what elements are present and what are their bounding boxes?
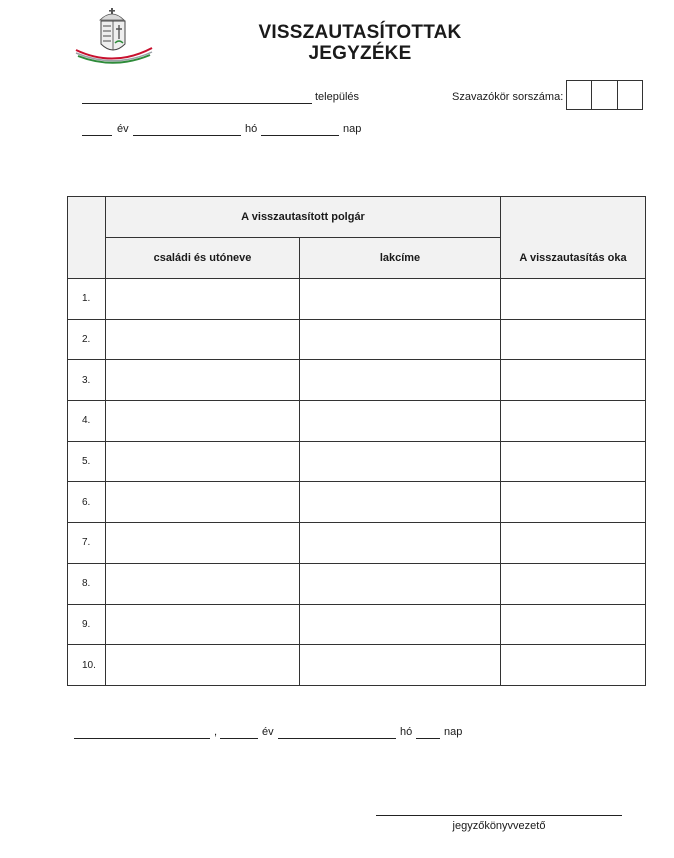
row-number: 9.	[68, 604, 106, 645]
name-cell[interactable]	[106, 645, 300, 686]
table-row	[68, 604, 646, 645]
address-cell[interactable]	[300, 360, 501, 401]
signature-label: jegyzőkönyvvezető	[452, 820, 546, 832]
table-row	[68, 360, 646, 401]
table-row	[68, 563, 646, 604]
name-cell[interactable]	[106, 319, 300, 360]
footer-place-fill-line[interactable]	[74, 738, 210, 739]
table-row	[68, 279, 646, 320]
address-cell[interactable]	[300, 482, 501, 523]
reason-cell[interactable]	[501, 441, 646, 482]
row-number: 1.	[68, 279, 106, 320]
address-cell[interactable]	[300, 441, 501, 482]
title-line-2: JEGYZÉKE	[308, 43, 412, 64]
reason-cell[interactable]	[501, 401, 646, 442]
szavazokor-digit-box[interactable]	[592, 81, 617, 109]
address-cell[interactable]	[300, 563, 501, 604]
name-cell[interactable]	[106, 279, 300, 320]
table-row	[68, 645, 646, 686]
name-cell[interactable]	[106, 523, 300, 564]
year-fill-line[interactable]	[82, 135, 112, 136]
szavazokor-digit-box[interactable]	[567, 81, 592, 109]
name-cell[interactable]	[106, 441, 300, 482]
footer-ev-label: év	[262, 726, 274, 738]
footer-day-fill-line[interactable]	[416, 738, 440, 739]
szavazokor-label: Szavazókör sorszáma:	[452, 91, 564, 103]
telepules-fill-line[interactable]	[82, 103, 312, 104]
table-row	[68, 401, 646, 442]
row-number: 3.	[68, 360, 106, 401]
month-fill-line[interactable]	[133, 135, 241, 136]
name-column-header: családi és utóneve	[106, 238, 300, 279]
reason-cell[interactable]	[501, 482, 646, 523]
address-cell[interactable]	[300, 604, 501, 645]
signature-line[interactable]	[376, 815, 622, 816]
reason-cell[interactable]	[501, 523, 646, 564]
ev-label: év	[117, 123, 129, 135]
row-number-header	[68, 197, 106, 279]
nap-label: nap	[343, 123, 362, 135]
footer-year-fill-line[interactable]	[220, 738, 258, 739]
address-cell[interactable]	[300, 401, 501, 442]
coat-of-arms-emblem	[74, 6, 154, 66]
address-cell[interactable]	[300, 645, 501, 686]
name-cell[interactable]	[106, 482, 300, 523]
reason-cell[interactable]	[501, 645, 646, 686]
szavazokor-number-boxes[interactable]	[566, 80, 643, 110]
rejection-reason-header: A visszautasítás oka	[501, 197, 646, 279]
address-cell[interactable]	[300, 279, 501, 320]
name-cell[interactable]	[106, 563, 300, 604]
table-row	[68, 523, 646, 564]
row-number: 7.	[68, 523, 106, 564]
footer-month-fill-line[interactable]	[278, 738, 396, 739]
reason-cell[interactable]	[501, 319, 646, 360]
telepules-label: település	[315, 91, 360, 103]
rejected-citizen-header: A visszautasított polgár	[106, 197, 501, 238]
table-row	[68, 441, 646, 482]
reason-cell[interactable]	[501, 563, 646, 604]
row-number: 2.	[68, 319, 106, 360]
footer-comma: ,	[214, 726, 218, 738]
reason-cell[interactable]	[501, 604, 646, 645]
reason-cell[interactable]	[501, 279, 646, 320]
footer-ho-label: hó	[400, 726, 413, 738]
name-cell[interactable]	[106, 360, 300, 401]
name-cell[interactable]	[106, 604, 300, 645]
row-number: 6.	[68, 482, 106, 523]
row-number: 10.	[68, 645, 106, 686]
row-number: 5.	[68, 441, 106, 482]
row-number: 8.	[68, 563, 106, 604]
address-cell[interactable]	[300, 523, 501, 564]
reason-cell[interactable]	[501, 360, 646, 401]
table-row	[68, 319, 646, 360]
rejected-voters-table	[67, 196, 646, 686]
szavazokor-digit-box[interactable]	[618, 81, 642, 109]
table-row	[68, 482, 646, 523]
footer-nap-label: nap	[444, 726, 463, 738]
day-fill-line[interactable]	[261, 135, 339, 136]
address-column-header: lakcíme	[300, 238, 501, 279]
document-title	[200, 22, 520, 64]
address-cell[interactable]	[300, 319, 501, 360]
ho-label: hó	[245, 123, 258, 135]
title-line-1: VISSZAUTASÍTOTTAK	[258, 22, 462, 43]
name-cell[interactable]	[106, 401, 300, 442]
row-number: 4.	[68, 401, 106, 442]
